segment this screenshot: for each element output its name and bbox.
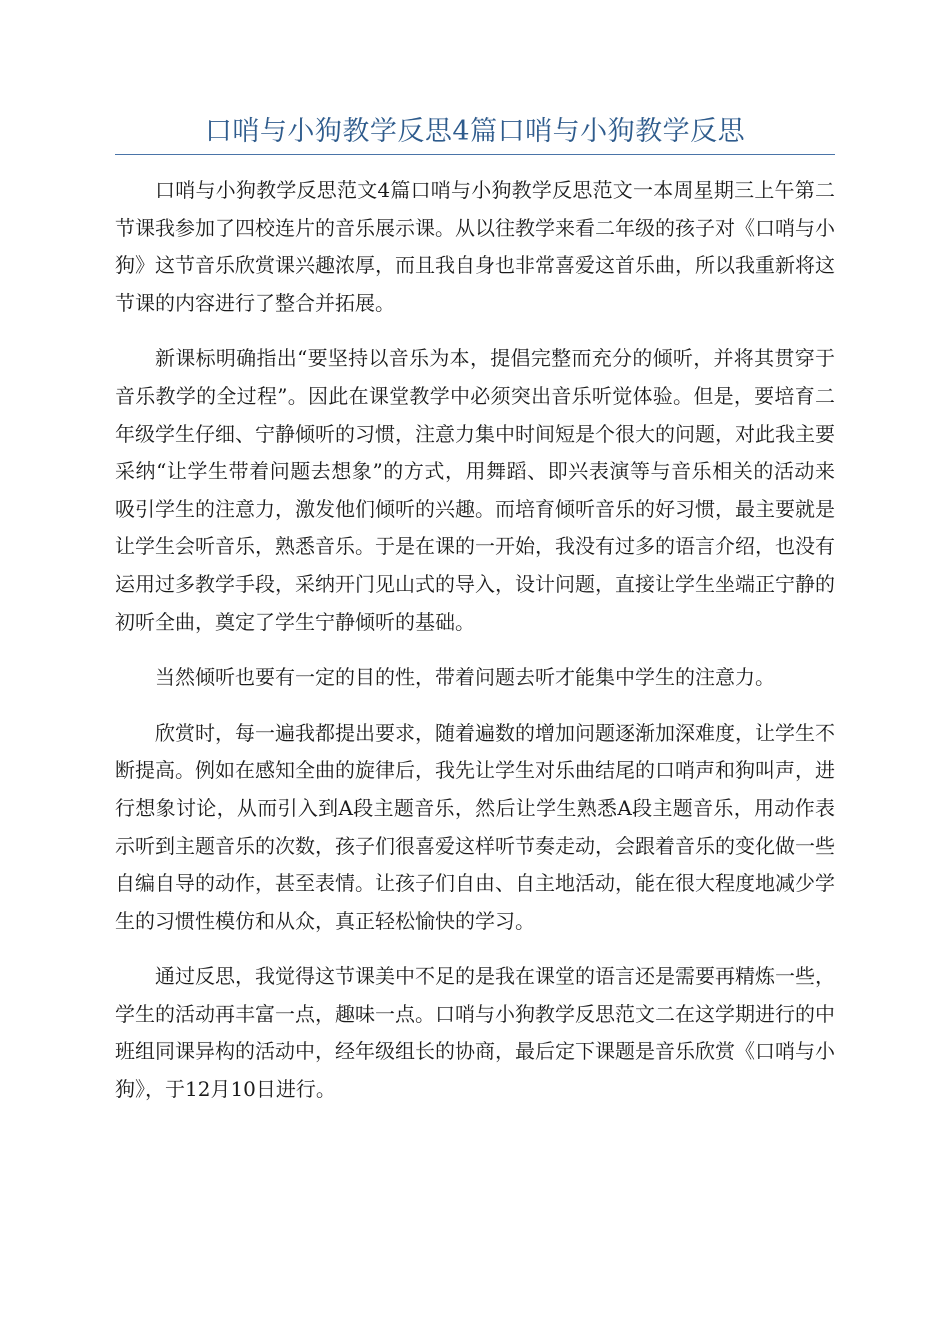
title-underline (115, 154, 835, 155)
document-body (115, 172, 835, 1127)
paragraph-1: 口哨与小狗教学反思范文4篇口哨与小狗教学反思范文一本周星期三上午第二节课我参加了四校连片的音乐展示课。从以往教学来看二年级的孩子对《口哨与小狗》这节音乐欣赏课兴趣浓厚，而且我自身也非常喜爱这首乐曲，所以我重新将这节课的内容进行了整合并拓展。 (115, 178, 835, 315)
paragraph-5: 通过反思，我觉得这节课美中不足的是我在课堂的语言还是需要再精炼一些，学生的活动再丰富一点，趣味一点。口哨与小狗教学反思范文二在这学期进行的中班组同课异构的活动中，经年级组长的协商，最后定下课题是音乐欣赏《口哨与小狗》，于12月10日进行。 (115, 964, 835, 1102)
paragraph-3: 当然倾听也要有一定的目的性，带着问题去听才能集中学生的注意力。 (155, 665, 775, 690)
paragraph-2: 新课标明确指出“要坚持以音乐为本，提倡完整而充分的倾听，并将其贯穿于音乐教学的全过程”。因此在课堂教学中必须突出音乐听觉体验。但是，要培育二年级学生仔细、宁静倾听的习惯，注意力集中时间短是个很大的问题，对此我主要采纳“让学生带着问题去想象”的方式，用舞蹈、即兴表演等与音乐相关的活动来吸引学生的注意力，激发他们倾听的兴趣。而培育倾听音乐的好习惯，最主要就是让学生会听音乐，熟悉音乐。于是在课的一开始，我没有过多的语言介绍，也没有运用过多教学手段，采纳开门见山式的导入，设计问题，直接让学生坐端正宁静的初听全曲，奠定了学生宁静倾听的基础。 (115, 346, 835, 634)
paragraph-4: 欣赏时，每一遍我都提出要求，随着遍数的增加问题逐渐加深难度，让学生不断提高。例如在感知全曲的旋律后，我先让学生对乐曲结尾的口哨声和狗叫声，进行想象讨论，从而引入到A段主题音乐，然后让学生熟悉A段主题音乐，用动作表示听到主题音乐的次数，孩子们很喜爱这样听节奏走动，会跟着音乐的变化做一些自编自导的动作，甚至表情。让孩子们自由、自主地活动，能在很大程度地减少学生的习惯性模仿和从众，真正轻松愉快的学习。 (115, 720, 835, 933)
document-title: 口哨与小狗教学反思4篇口哨与小狗教学反思 (204, 116, 746, 147)
